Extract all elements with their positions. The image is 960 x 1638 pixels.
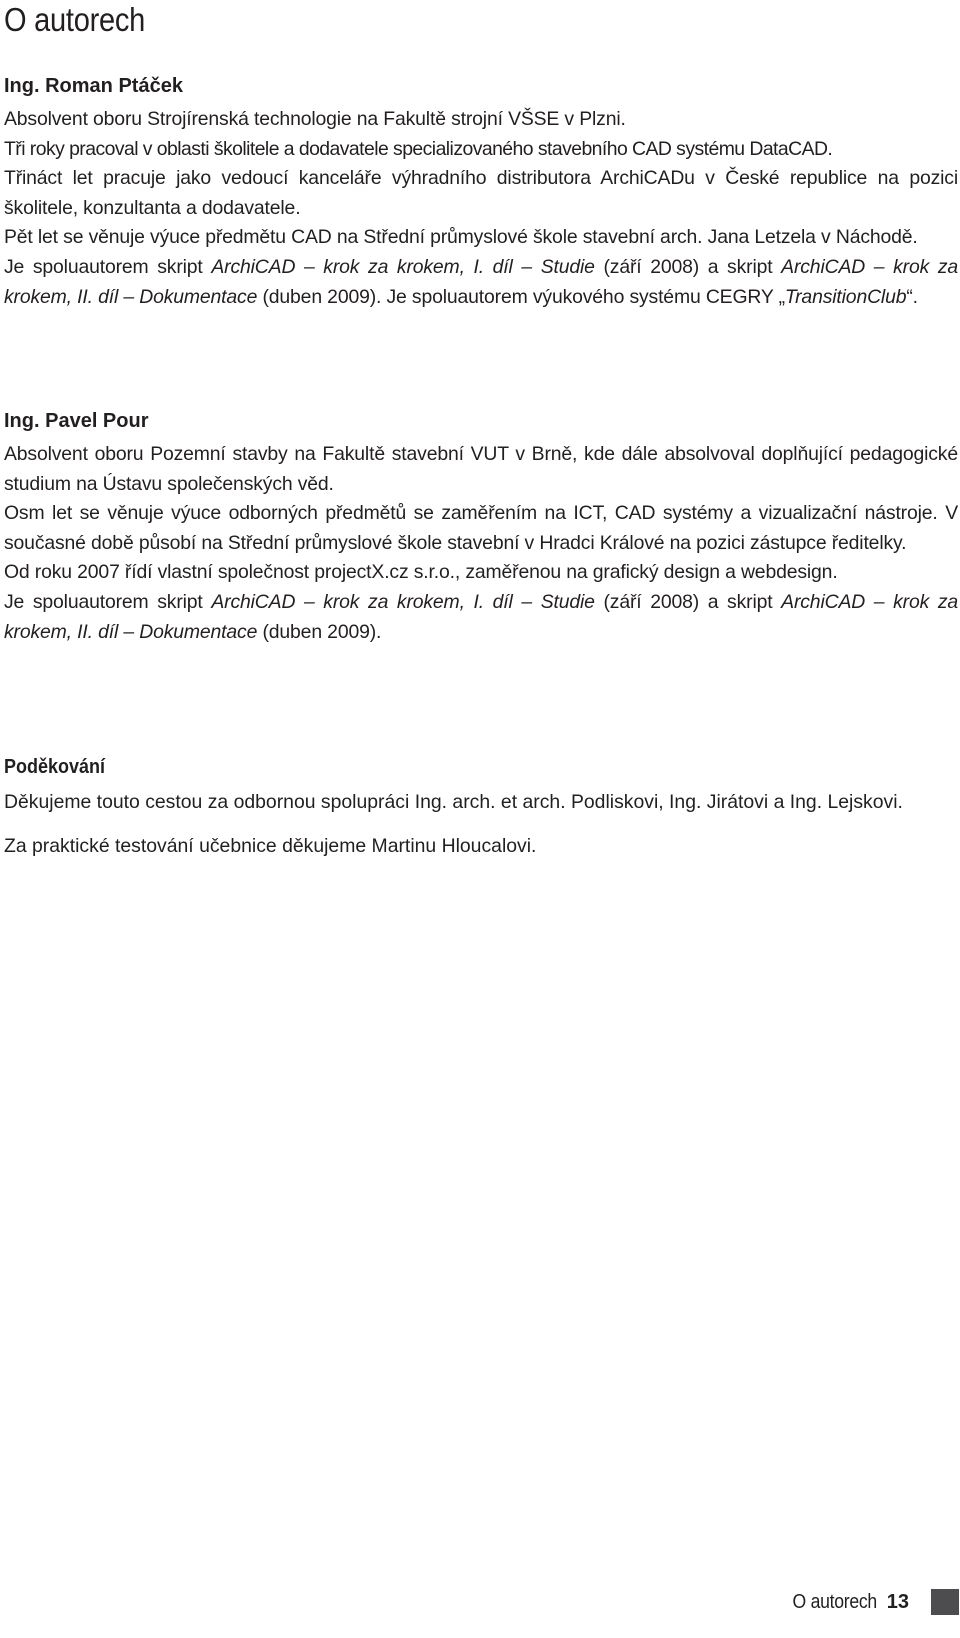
bio-line: Osm let se věnuje výuce odborných předmětů se zaměřením na ICT, CAD systémy a vizualizační nástroje. V současné době působí na Střední průmyslové škole stavební v Hradci Králové na pozici zástupce ředitelky. <box>4 502 958 554</box>
book-title: ArchiCAD – krok za krokem, I. díl – Studie <box>211 590 595 613</box>
bio-line: Absolvent oboru Strojírenská technologie na Fakultě strojní VŠSE v Plzni. <box>4 108 626 130</box>
book-title: ArchiCAD – krok za krokem, I. díl – Studie <box>211 255 595 278</box>
page-number: 13 <box>886 1590 909 1613</box>
acknowledgement-line: Děkujeme touto cestou za odbornou spolupráci Ing. arch. et arch. Podliskovi, Ing. Jirátovi a Ing. Lejskovi. <box>4 791 903 813</box>
footer-section-title: O autorech <box>792 1590 877 1613</box>
acknowledgement-line: Za praktické testování učebnice děkujeme Martinu Hloucalovi. <box>4 834 537 857</box>
bio-line: Absolvent oboru Pozemní stavby na Fakultě stavební VUT v Brně, kde dále absolvoval doplňující pedagogické studium na Ústavu společenských věd. <box>4 443 958 495</box>
page-footer <box>781 1588 959 1616</box>
book-title: ArchiCAD – krok za krokem, II. díl – Dokumentace <box>4 255 959 308</box>
bio-line: Od roku 2007 řídí vlastní společnost projectX.cz s.r.o., zaměřenou na grafický design a webdesign. <box>4 561 838 584</box>
author-roman-ptacek <box>4 71 958 312</box>
bio-line: Pět let se věnuje výuce předmětu CAD na Střední průmyslové škole stavební arch. Jana Letzela v Náchodě. <box>4 226 918 249</box>
author-pavel-pour <box>4 406 958 647</box>
bio-line: Je spoluautorem skript ArchiCAD – krok za krokem, I. díl – Studie (září 2008) a skript ArchiCAD – krok za krokem, II. díl – Dokumentace (duben 2009). Je spoluautorem výukového systému CEGRY „TransitionClub“. <box>4 255 959 308</box>
bio-line: Tři roky pracoval v oblasti školitele a dodavatele specializovaného stavebního CAD systému DataCAD. <box>4 137 833 160</box>
footer-block-marker <box>931 1589 959 1615</box>
system-name: TransitionClub <box>784 285 907 308</box>
acknowledgements-heading: Poděkování <box>4 756 106 778</box>
page-title: O autorech <box>4 1 146 38</box>
acknowledgements <box>4 752 958 861</box>
bio-line: Je spoluautorem skript ArchiCAD – krok za krokem, I. díl – Studie (září 2008) a skript ArchiCAD – krok za krokem, II. díl – Dokumentace (duben 2009). <box>4 590 959 643</box>
book-title: ArchiCAD – krok za krokem, II. díl – Dokumentace <box>4 590 959 643</box>
bio-line: Třináct let pracuje jako vedoucí kanceláře výhradního distributora ArchiCADu v České republice na pozici školitele, konzultanta a dodavatele. <box>4 167 958 219</box>
author-name: Ing. Roman Ptáček <box>4 75 183 97</box>
author-name: Ing. Pavel Pour <box>4 410 149 432</box>
